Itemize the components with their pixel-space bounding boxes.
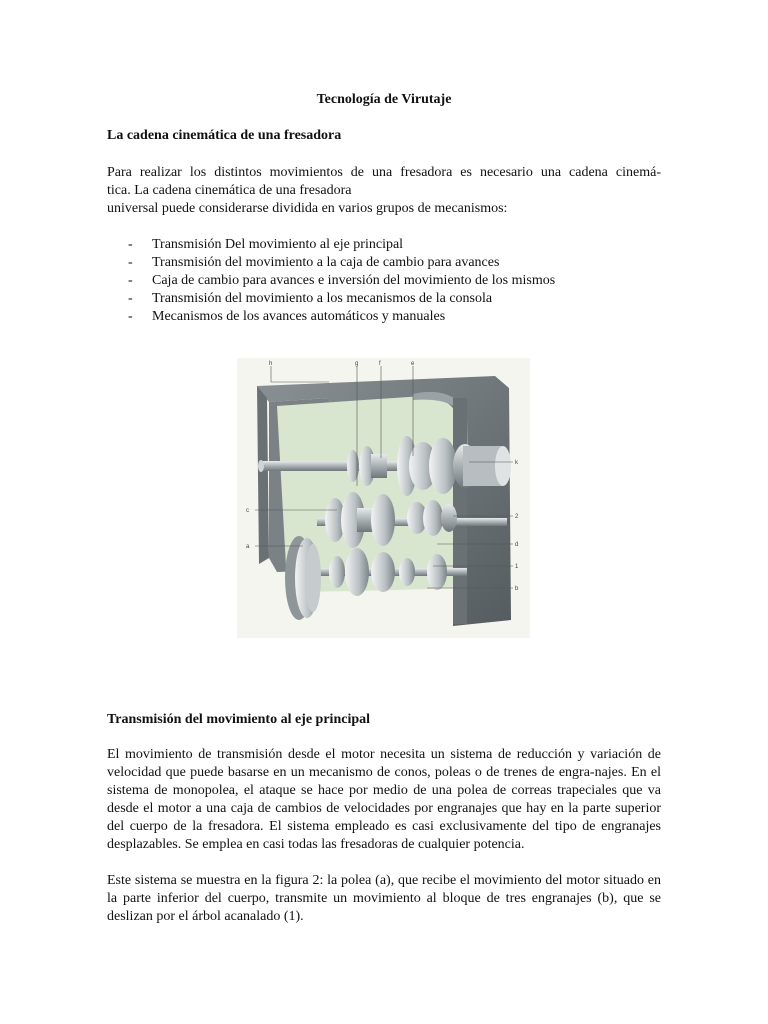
- figure-label-h: h: [269, 361, 273, 367]
- list-item: - Transmisión del movimiento a los mecanismos de la consola: [128, 291, 493, 306]
- list-item: - Mecanismos de los avances automáticos y manuales: [128, 309, 446, 324]
- section-heading-cadena: La cadena cinemática de una fresadora: [107, 128, 342, 143]
- body-paragraph-2: Este sistema se muestra en la figura 2: la polea (a), que recibe el movimiento del motor situado en la parte inferior del cuerpo, transmite un movimiento al bloque de tres engranajes (b), que se deslizan por el árbol acanalado (1).: [107, 873, 661, 924]
- list-dash: -: [128, 237, 133, 252]
- document-title: Tecnología de Virutaje: [316, 92, 452, 107]
- intro-line-2: tica. La cadena cinemática de una fresadora: [107, 183, 352, 198]
- list-dash: -: [128, 255, 133, 270]
- list-dash: -: [128, 291, 133, 306]
- intro-line-3: universal puede considerarse dividida en varios grupos de mecanismos:: [107, 201, 508, 216]
- list-item: - Caja de cambio para avances e inversión del movimiento de los mismos: [128, 273, 556, 288]
- figure-label-a: a: [246, 544, 250, 550]
- figure-label-e: e: [411, 361, 415, 367]
- section-heading-transmision: Transmisión del movimiento al eje principal: [107, 712, 371, 727]
- figure-label-b: b: [515, 586, 519, 592]
- figure-label-2: 2: [515, 514, 519, 520]
- figure-label-1: 1: [515, 564, 519, 570]
- list-dash: -: [128, 309, 133, 324]
- figure-label-d: d: [515, 542, 519, 548]
- list-item: - Transmisión del movimiento a la caja de cambio para avances: [128, 255, 500, 270]
- figure-label-g: g: [355, 361, 359, 367]
- figure-label-f: f: [379, 361, 381, 367]
- intro-line-1: Para realizar los distintos movimientos de una fresadora es necesario una cadena cinemá-: [107, 165, 661, 180]
- list-item: - Transmisión Del movimiento al eje principal: [128, 237, 404, 252]
- body-paragraph-1: El movimiento de transmisión desde el motor necesita un sistema de reducción y variación de velocidad que puede basarse en un mecanismo de conos, poleas o de trenes de engra-najes. En el sistema de monopolea, el ataque se hace por medio de una polea de correas trapeciales que va desde el motor a una caja de cambios de velocidades por engranajes que hay en la parte superior del cuerpo de la fresadora. El sistema empleado es casi exclusivamente del tipo de engranajes desplazables. Se emplea en casi todas las fresadoras de cualquier potencia.: [107, 747, 661, 852]
- mechanism-list: [128, 236, 555, 326]
- figure-label-k: k: [515, 460, 518, 466]
- figure-label-c: c: [246, 508, 249, 514]
- gearbox-illustration: [237, 358, 530, 638]
- intro-paragraph: [107, 164, 661, 218]
- gearbox-figure: [237, 358, 530, 638]
- list-dash: -: [128, 273, 133, 288]
